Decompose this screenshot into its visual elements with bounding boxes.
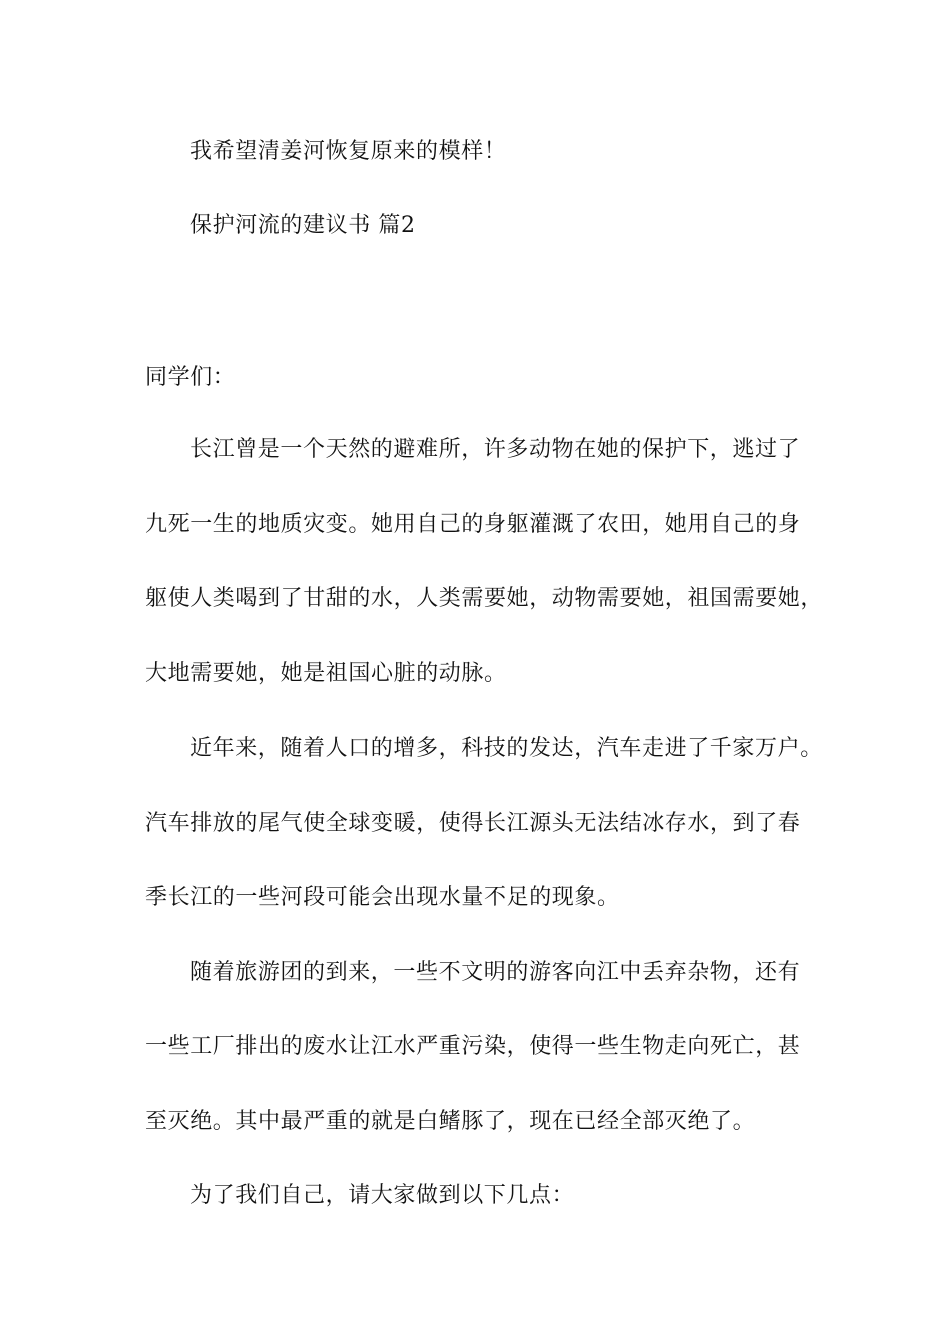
paragraph-line: 近年来，随着人口的增多，科技的发达，汽车走进了千家万户。 — [190, 736, 823, 761]
paragraph-line: 躯使人类喝到了甘甜的水，人类需要她，动物需要她，祖国需要她， — [145, 586, 824, 611]
salutation: 同学们： — [145, 365, 236, 390]
closing-line: 我希望清姜河恢复原来的模样！ — [190, 139, 507, 164]
paragraph-line: 随着旅游团的到来，一些不文明的游客向江中丢弃杂物，还有 — [190, 960, 801, 985]
section-title: 保护河流的建议书 篇2 — [190, 213, 416, 238]
paragraph-line: 至灭绝。其中最严重的就是白鳍豚了，现在已经全部灭绝了。 — [145, 1109, 756, 1134]
paragraph-line: 为了我们自己，请大家做到以下几点： — [190, 1183, 575, 1208]
paragraph-line: 一些工厂排出的废水让江水严重污染，使得一些生物走向死亡，甚 — [145, 1034, 801, 1059]
paragraph-line: 汽车排放的尾气使全球变暖，使得长江源头无法结冰存水，到了春 — [145, 811, 801, 836]
paragraph-line: 长江曾是一个天然的避难所，许多动物在她的保护下，逃过了 — [190, 437, 801, 462]
paragraph-line: 大地需要她，她是祖国心脏的动脉。 — [145, 661, 507, 686]
paragraph-line: 季长江的一些河段可能会出现水量不足的现象。 — [145, 885, 620, 910]
paragraph-line: 九死一生的地质灾变。她用自己的身躯灌溉了农田，她用自己的身 — [145, 512, 801, 537]
